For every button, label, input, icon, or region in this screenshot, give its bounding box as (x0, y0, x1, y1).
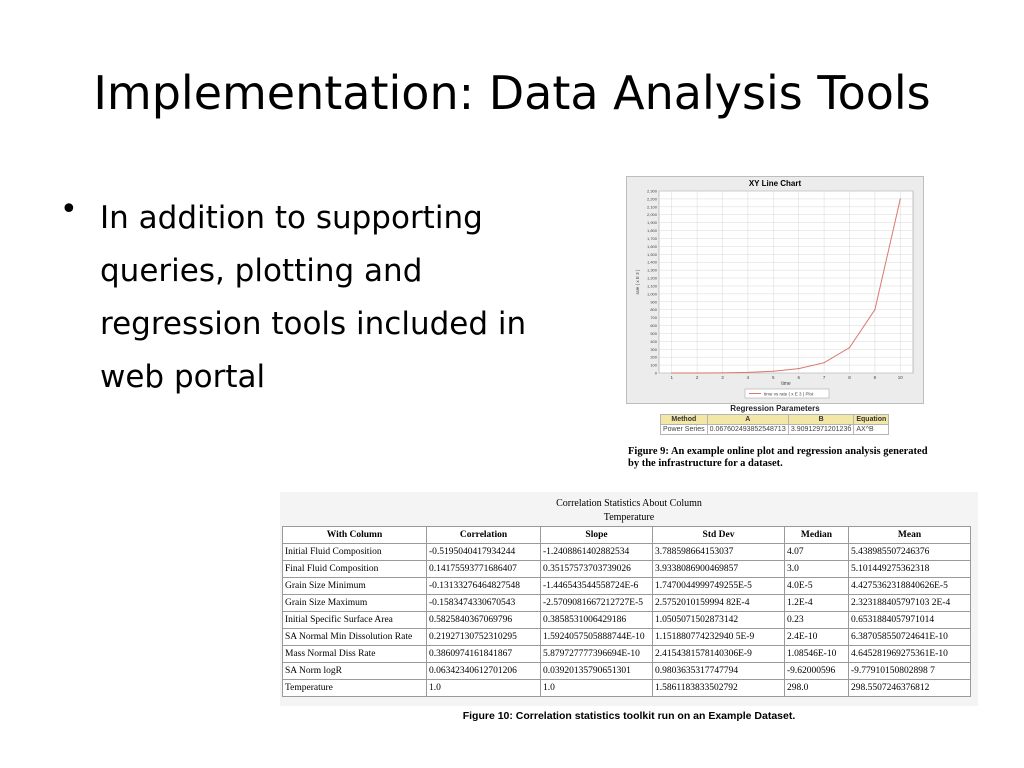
table-cell: 0.06342340612701206 (427, 663, 541, 680)
y-tick-label: 1,300 (646, 267, 657, 273)
table-cell: Mass Normal Diss Rate (283, 646, 427, 663)
correlation-subtitle: Temperature (603, 512, 655, 523)
data-point (798, 368, 799, 369)
y-tick-label: 400 (650, 338, 657, 344)
y-tick-label: 1,100 (646, 283, 657, 289)
y-tick-label: 300 (650, 346, 657, 352)
correlation-header-row (283, 527, 971, 544)
table-cell: 3.788598664153037 (653, 544, 785, 561)
table-cell: 5.101449275362318 (849, 561, 971, 578)
data-point (697, 372, 698, 373)
y-tick-label: 2,300 (646, 188, 657, 194)
column-header: Mean (849, 527, 971, 544)
regression-header-row (661, 415, 889, 425)
table-cell: SA Normal Min Dissolution Rate (283, 629, 427, 646)
y-tick-label: 1,900 (646, 220, 657, 226)
table-row (283, 544, 971, 561)
table-cell: Grain Size Maximum (283, 595, 427, 612)
x-tick-label: 9 (873, 375, 877, 380)
table-cell: -0.13133276464827548 (427, 578, 541, 595)
table-cell: 298.5507246376812 (849, 680, 971, 697)
table-cell: 4.645281969275361E-10 (849, 646, 971, 663)
data-point (747, 372, 748, 373)
table-row (283, 595, 971, 612)
table-cell: 2.5752010159994 82E-4 (653, 595, 785, 612)
regression-cell: 0.06760249385254871З (707, 425, 788, 435)
chart-canvas (627, 177, 923, 403)
table-cell: -9.77910150802898 7 (849, 663, 971, 680)
table-cell: 0.5825840367069796 (427, 612, 541, 629)
table-cell: -1.2408861402882534 (541, 544, 653, 561)
y-tick-label: 2,200 (646, 196, 657, 202)
table-row (283, 646, 971, 663)
table-cell: -0.1583474330670543 (427, 595, 541, 612)
correlation-title: Correlation Statistics About Column (556, 498, 702, 509)
table-row (283, 680, 971, 697)
x-tick-label: 2 (695, 375, 699, 380)
data-point (671, 372, 672, 373)
table-cell: 1.0 (427, 680, 541, 697)
table-cell: 6.387058550724641E-10 (849, 629, 971, 646)
column-header: Slope (541, 527, 653, 544)
table-cell: 0.23 (785, 612, 849, 629)
table-cell: 1.5861183833502792 (653, 680, 785, 697)
chart-title: XY Line Chart (748, 179, 802, 188)
data-point (722, 372, 723, 373)
table-row (283, 578, 971, 595)
correlation-table (282, 526, 971, 697)
table-cell: 2.4E-10 (785, 629, 849, 646)
data-point (773, 371, 774, 372)
y-tick-label: 200 (650, 354, 657, 360)
y-tick-label: 1,000 (646, 291, 657, 297)
y-axis-label: rate ( x E 3 ) (635, 269, 640, 295)
table-cell: -0.5195040417934244 (427, 544, 541, 561)
regression-cell: 3.9091297120123б (788, 425, 853, 435)
table-cell: 1.2E-4 (785, 595, 849, 612)
column-header: Correlation (427, 527, 541, 544)
regression-caption: Regression Parameters (730, 404, 820, 413)
data-point (849, 347, 850, 348)
table-cell: 1.5924057505888744E-10 (541, 629, 653, 646)
x-tick-label: 1 (670, 375, 673, 380)
table-cell: Grain Size Minimum (283, 578, 427, 595)
table-cell: Initial Specific Surface Area (283, 612, 427, 629)
table-cell: -1.446543544558724E-6 (541, 578, 653, 595)
table-cell: 0.03920135790651301 (541, 663, 653, 680)
regression-row (661, 425, 889, 435)
y-tick-label: 600 (650, 323, 657, 329)
data-point (824, 362, 825, 363)
y-tick-label: 2,100 (646, 204, 657, 210)
xy-line-chart (626, 176, 924, 404)
table-cell: 1.7470044999749255E-5 (653, 578, 785, 595)
x-tick-label: 8 (848, 375, 851, 380)
column-header: With Column (283, 527, 427, 544)
table-cell: 0.3860974161841867 (427, 646, 541, 663)
correlation-panel (280, 492, 978, 706)
regression-header: Equation (854, 415, 889, 425)
y-tick-label: 700 (650, 315, 657, 321)
regression-cell: Power Series (661, 425, 708, 435)
y-tick-label: 1,800 (646, 228, 657, 234)
y-tick-label: 2,000 (646, 212, 657, 218)
data-point (900, 198, 901, 199)
x-tick-label: 3 (721, 375, 724, 380)
figure10-caption: Figure 10: Correlation statistics toolkit run on an Example Dataset. (462, 710, 796, 722)
table-cell: 2.323188405797103 2E-4 (849, 595, 971, 612)
y-tick-label: 1,200 (646, 275, 657, 281)
figure9-caption: Figure 9: An example online plot and regression analysis generated by the infrastructure for a dataset. (628, 446, 928, 469)
table-cell: 3.0 (785, 561, 849, 578)
table-row (283, 561, 971, 578)
table-cell: 4.4275362318840626E-5 (849, 578, 971, 595)
table-cell: 1.0 (541, 680, 653, 697)
table-cell: 298.0 (785, 680, 849, 697)
table-row (283, 663, 971, 680)
regression-header: Method (661, 415, 708, 425)
table-cell: 1.08546E-10 (785, 646, 849, 663)
y-tick-label: 100 (650, 362, 657, 368)
x-tick-label: 6 (797, 375, 800, 380)
table-cell: 0.21927130752310295 (427, 629, 541, 646)
table-cell: 4.07 (785, 544, 849, 561)
table-cell: -9.62000596 (785, 663, 849, 680)
y-tick-label: 1,700 (646, 235, 657, 241)
x-tick-label: 5 (772, 375, 775, 380)
table-cell: 0.35157573703739026 (541, 561, 653, 578)
table-row (283, 629, 971, 646)
y-tick-label: 800 (650, 307, 657, 313)
bullet-text: In addition to supporting queries, plotting and regression tools included in web portal (100, 200, 527, 395)
column-header: Std Dev (653, 527, 785, 544)
x-tick-label: 10 (897, 375, 903, 380)
table-cell: Final Fluid Composition (283, 561, 427, 578)
table-cell: 2.4154381578140306E-9 (653, 646, 785, 663)
table-cell: SA Norm logR (283, 663, 427, 680)
bullet-list (60, 192, 580, 404)
y-tick-label: 1,400 (646, 259, 657, 265)
table-cell: 1.151880774232940 5E-9 (653, 629, 785, 646)
table-cell: 0.6531884057971014 (849, 612, 971, 629)
y-tick-label: 0 (654, 370, 657, 376)
y-tick-label: 1,500 (646, 251, 657, 257)
y-tick-label: 1,600 (646, 243, 657, 249)
regression-header: A (707, 415, 788, 425)
regression-header: B (788, 415, 853, 425)
table-cell: 0.3858531006429186 (541, 612, 653, 629)
y-tick-label: 900 (650, 299, 657, 305)
x-tick-label: 7 (822, 375, 826, 380)
bullet-marker: • (60, 192, 78, 227)
table-cell: 0.14175593771686407 (427, 561, 541, 578)
x-tick-label: 4 (746, 375, 750, 380)
table-cell: 5.879727777396694E-10 (541, 646, 653, 663)
table-row (283, 612, 971, 629)
table-cell: 1.0505071502873142 (653, 612, 785, 629)
table-cell: Initial Fluid Composition (283, 544, 427, 561)
table-cell: 5.438985507246376 (849, 544, 971, 561)
slide-title: Implementation: Data Analysis Tools (93, 66, 931, 120)
regression-cell: AX^B (854, 425, 889, 435)
table-cell: 0.9803635317747794 (653, 663, 785, 680)
data-point (874, 309, 875, 310)
table-cell: 4.0E-5 (785, 578, 849, 595)
table-cell: -2.5709081667212727E-5 (541, 595, 653, 612)
regression-table (660, 414, 889, 435)
y-tick-label: 500 (650, 330, 657, 336)
x-axis-label: time (781, 381, 791, 387)
table-cell: 3.9338086900469857 (653, 561, 785, 578)
column-header: Median (785, 527, 849, 544)
table-cell: Temperature (283, 680, 427, 697)
legend-label: time vs rate ( x E 3 ) Plot (764, 391, 814, 397)
